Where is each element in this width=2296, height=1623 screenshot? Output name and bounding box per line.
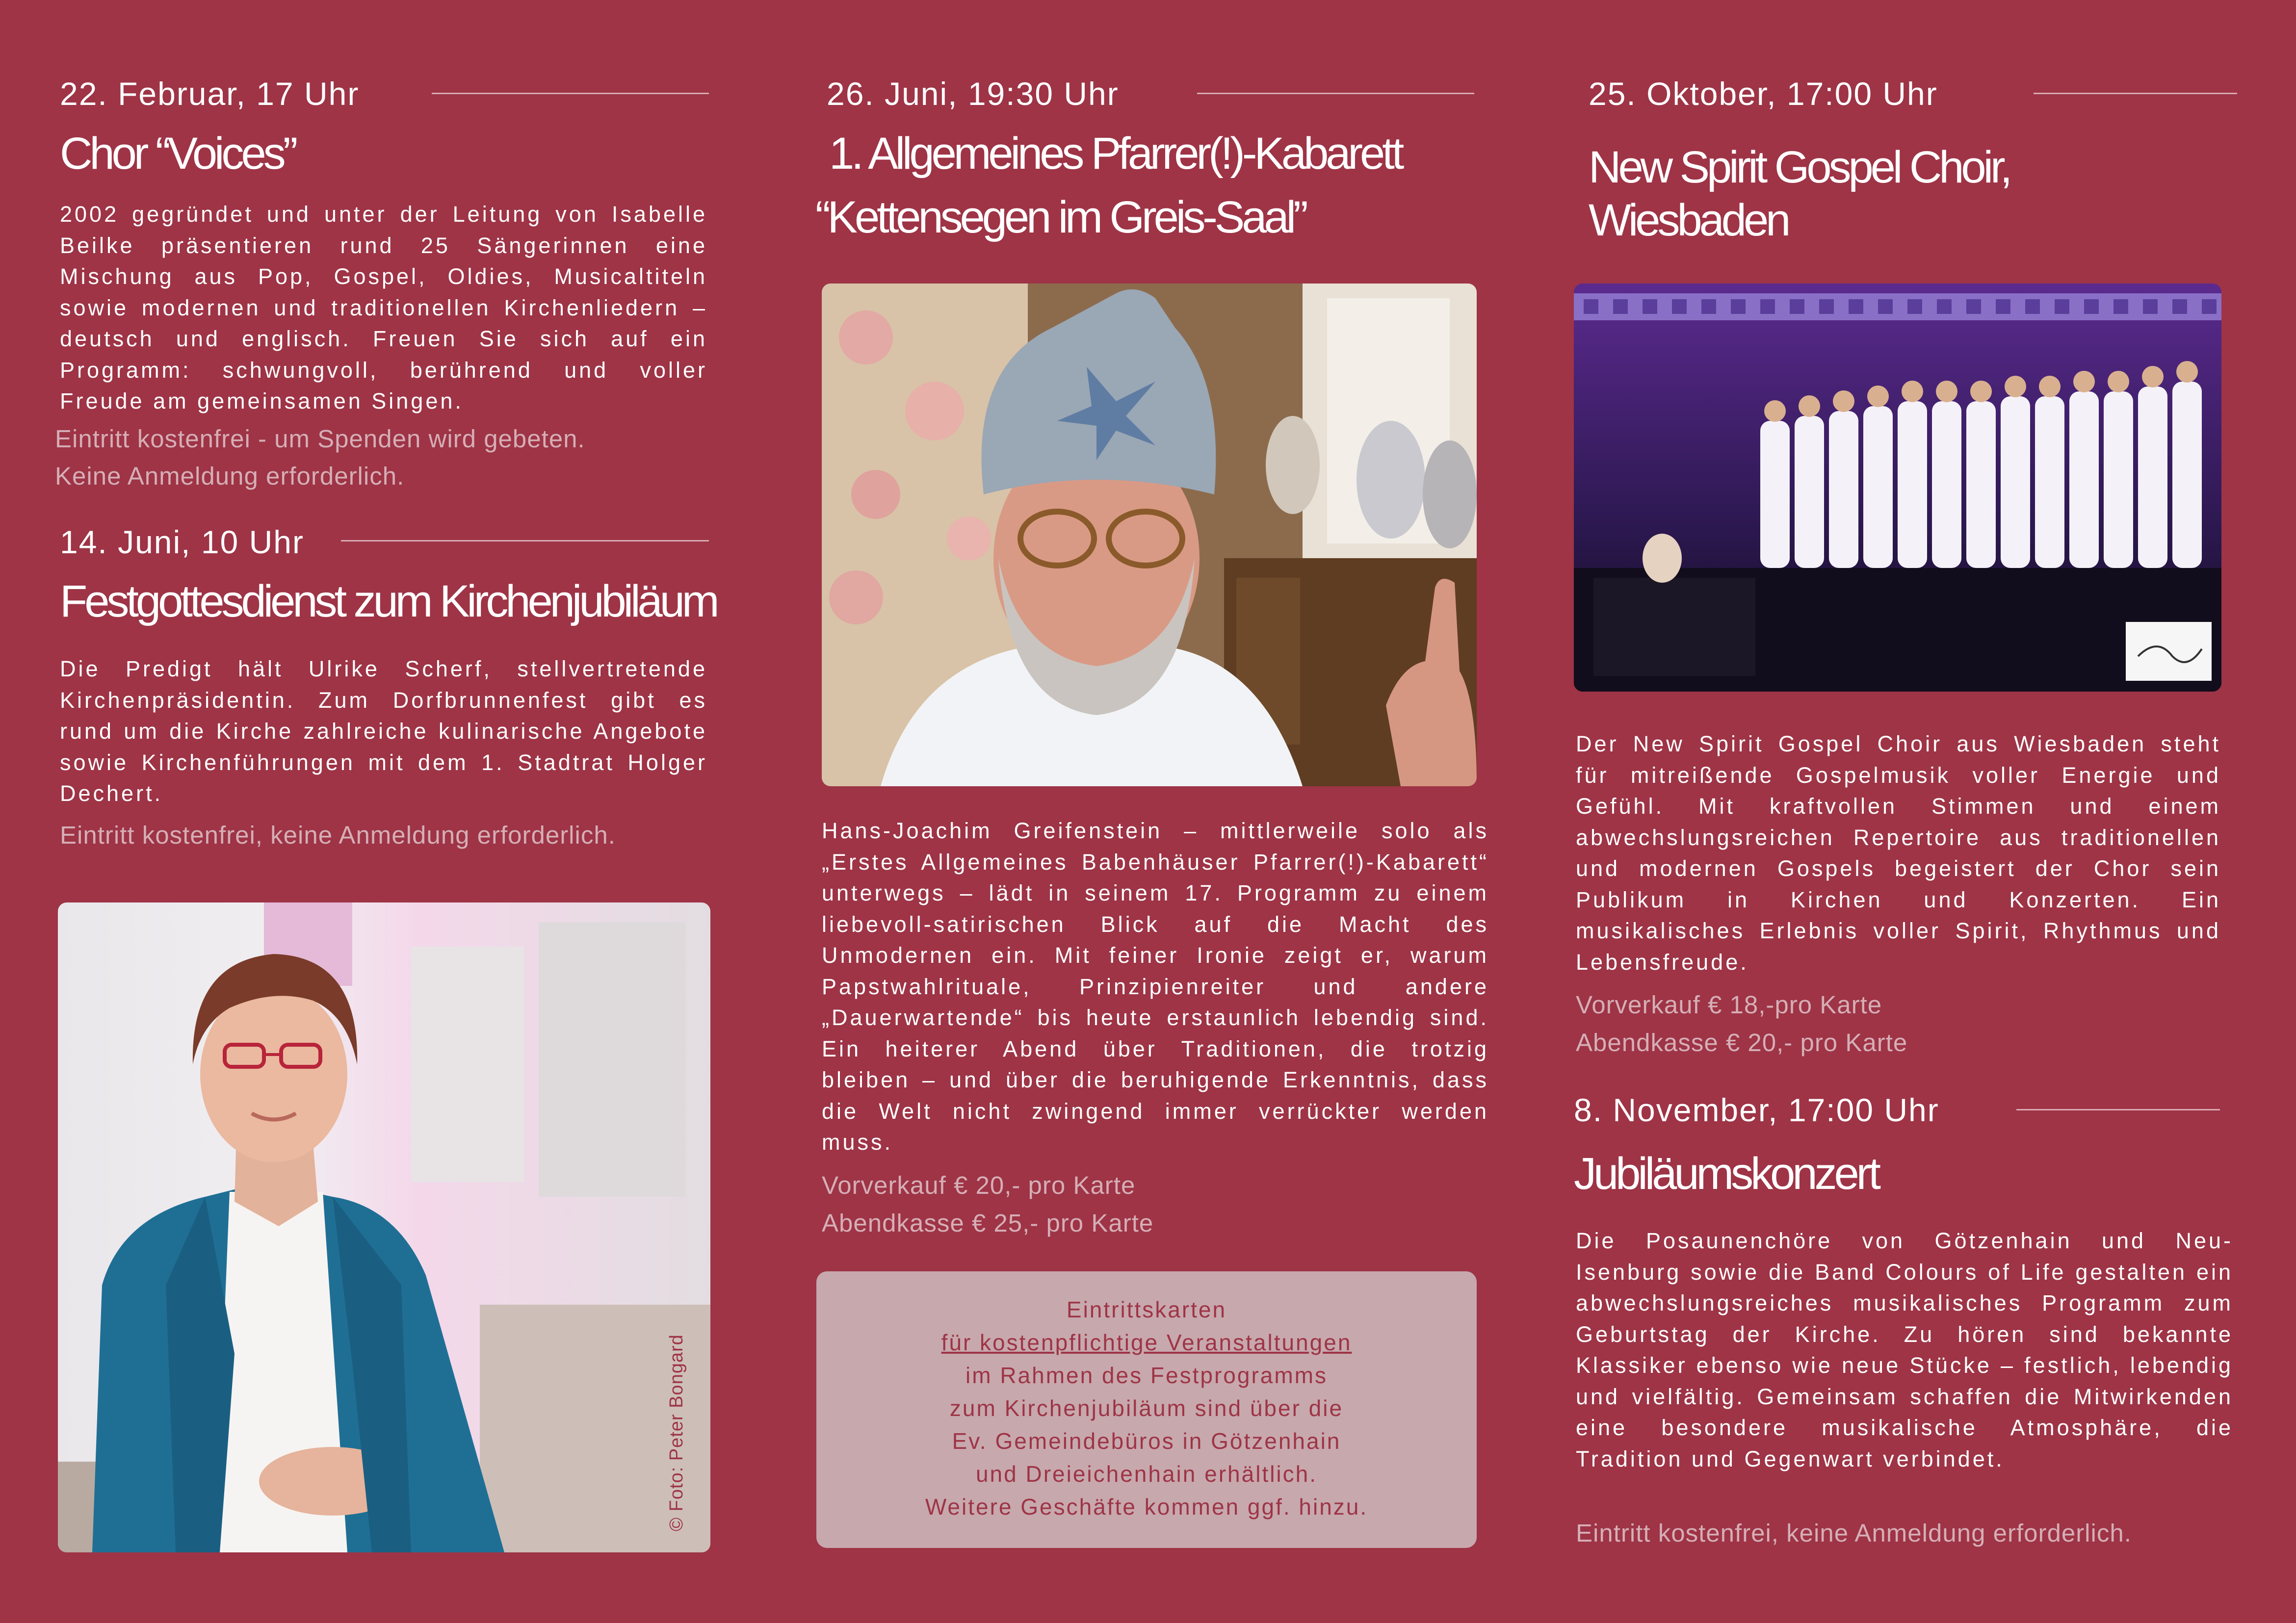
event-title: 1. Allgemeines Pfarrer(!)-Kabarett [829,129,1402,179]
info-link[interactable]: für kostenpflichtige Veranstaltungen [941,1330,1352,1355]
event-title: Wiesbaden [1589,195,1788,245]
event-title: Chor “Voices” [60,129,295,179]
photo-credit: © Foto: Peter Bongard [666,1334,687,1531]
choir-photo [1574,283,2221,692]
event-description: Die Posaunenchöre von Götzenhain und Neu-Isenburg sowie die Band Colours of Life gestalten ein abwechslungsreiches musikalisches Programm zum Geburtstag der Kirche. Zu hören sind bekannte Klassiker ebenso wie neue Stücke – festlich, lebendig und vielfältig. Gemeinsam schaffen die Mitwirkenden eine besondere musikalische Atmosphäre, die Tradition und Gegenwart verbindet. [1576,1228,2233,1471]
event-note: Eintritt kostenfrei, keine Anmeldung erforderlich. [60,821,616,849]
event-title: “Kettensegen im Greis-Saal” [815,192,1305,242]
info-line: und Dreieichenhain erhältlich. [975,1461,1318,1487]
event-title: Festgottesdienst zum Kirchenjubiläum [60,576,717,626]
event-note: Abendkasse € 25,- pro Karte [822,1209,1154,1237]
event-description: Die Predigt hält Ulrike Scherf, stellvertretende Kirchenpräsidentin. Zum Dorfbrunnenfest gibt es rund um die Kirche zahlreiche kulinarische Angebote sowie Kirchenführungen mit dem 1. Stadtrat Holger Dechert. [60,656,707,806]
event-description: Hans-Joachim Greifenstein – mittlerweile solo als „Erstes Allgemeines Babenhäuser Pfarrer(!)-Kabarett“ unterwegs – lädt in seinem 17. Programm zu einem liebevoll-satirischen Blick auf die Macht des Unmodernen ein. Mit feiner Ironie zeigt er, warum Papstwahlrituale, Prinzipienreiter und andere „Dauerwartende“ bis heute erstaunlich lebendig sind. Ein heiterer Abend über Traditionen, die trotzig bleiben – und über die beruhigende Erkenntnis, dass die Welt nicht zwingend immer verrückter werden muss. [822,818,1489,1155]
portrait-photo [58,902,710,1552]
event-date: 25. Oktober, 17:00 Uhr [1589,76,1938,112]
event-title: New Spirit Gospel Choir, [1589,142,2010,192]
event-date: 8. November, 17:00 Uhr [1574,1092,1939,1128]
event-description: 2002 gegründet und unter der Leitung von Isabelle Beilke präsentieren rund 25 Sängerinnen eine Mischung aus Pop, Gospel, Oldies, Musicaltiteln sowie modernen und traditionellen Kirchenliedern – deutsch und englisch. Freuen Sie sich auf ein Programm: schwungvoll, berührend und voller Freude am gemeinsamen Singen. [60,202,707,413]
event-note: Eintritt kostenfrei - um Spenden wird gebeten. [55,425,585,453]
event-date: 22. Februar, 17 Uhr [60,76,360,112]
divider [432,93,709,94]
event-note: Eintritt kostenfrei, keine Anmeldung erforderlich. [1576,1519,2132,1547]
event-note: Vorverkauf € 20,- pro Karte [822,1171,1136,1199]
info-line: zum Kirchenjubiläum sind über die [949,1395,1344,1421]
event-note: Abendkasse € 20,- pro Karte [1576,1029,1908,1056]
event-date: 26. Juni, 19:30 Uhr [827,76,1119,112]
divider [1197,93,1474,94]
ticket-info-box [816,1271,1477,1548]
info-line: im Rahmen des Festprogramms [965,1363,1328,1388]
info-line: Eintrittskarten [1066,1297,1227,1322]
kabarett-photo [822,283,1477,786]
event-note: Keine Anmeldung erforderlich. [55,462,405,490]
divider [2034,93,2237,94]
event-date: 14. Juni, 10 Uhr [60,524,304,560]
event-note: Vorverkauf € 18,-pro Karte [1576,991,1882,1019]
event-title: Jubiläumskonzert [1574,1149,1878,1199]
event-description: Der New Spirit Gospel Choir aus Wiesbaden steht für mitreißende Gospelmusik voller Energie und Gefühl. Mit kraftvollen Stimmen und einem abwechslungsreichen Repertoire aus traditionellen und modernen Gospels begeistert der Chor sein Publikum in Kirchen und Konzerten. Ein musikalisches Erlebnis voller Spirit, Rhythmus und Lebensfreude. [1576,731,2221,975]
info-line: Weitere Geschäfte kommen ggf. hinzu. [925,1494,1368,1520]
divider [2016,1109,2220,1110]
info-line: Ev. Gemeindebüros in Götzenhain [952,1428,1341,1454]
divider [341,540,709,541]
